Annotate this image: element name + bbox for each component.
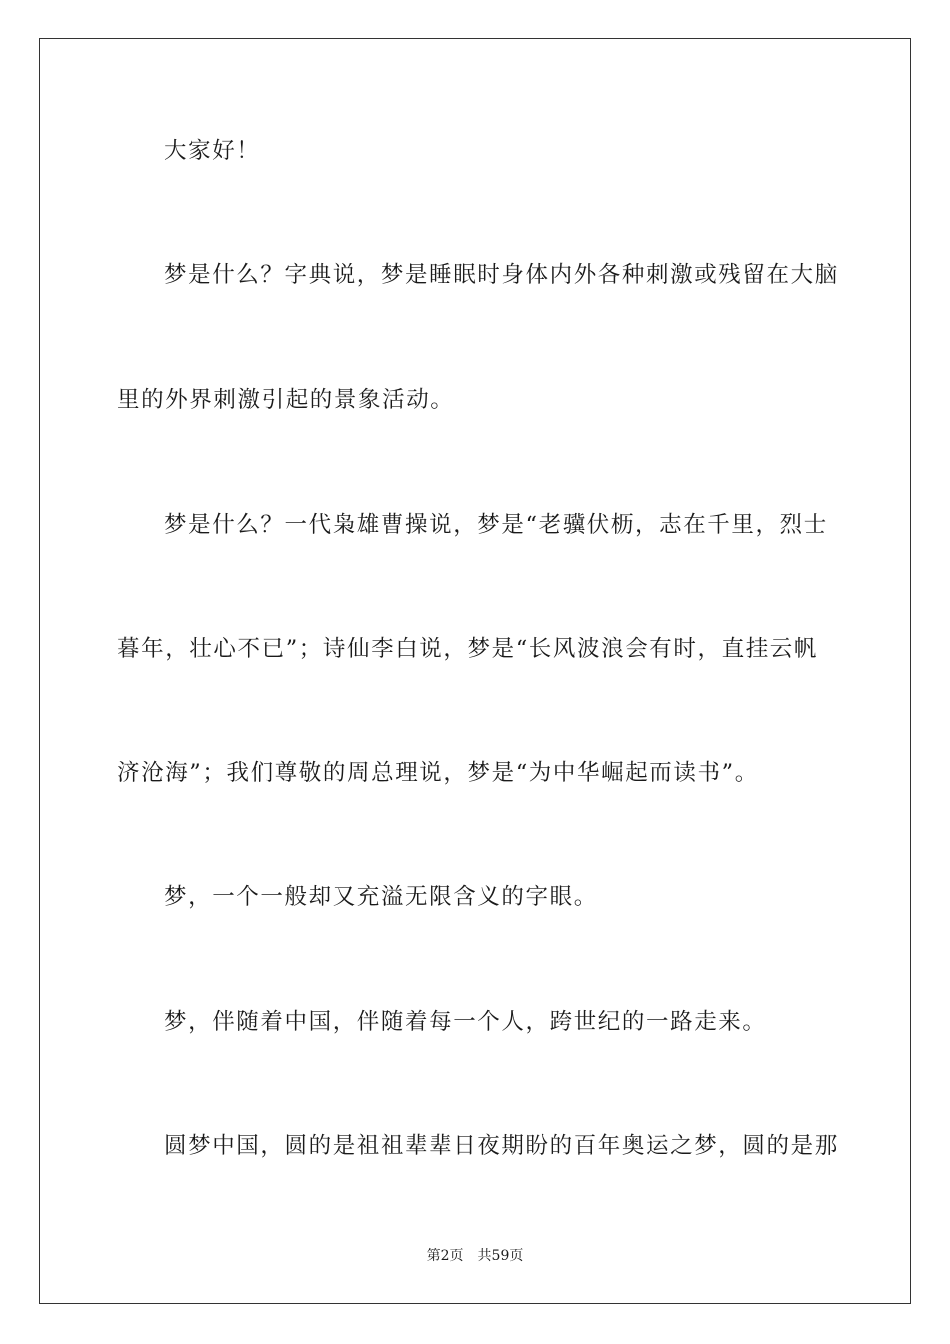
paragraph-line: 里的外界刺激引起的景象活动。	[117, 387, 455, 413]
paragraph-line: 济沧海”；我们尊敬的周总理说，梦是“为中华崛起而读书”。	[117, 760, 759, 786]
paragraph-line: 梦是什么？一代枭雄曹操说，梦是“老骥伏枥，志在千里，烈士	[164, 512, 828, 538]
paragraph-line: 梦，一个一般却又充溢无限含义的字眼。	[164, 884, 598, 910]
paragraph-line: 圆梦中国，圆的是祖祖辈辈日夜期盼的百年奥运之梦，圆的是那	[164, 1133, 839, 1159]
page-total: 共59页	[477, 1248, 524, 1264]
paragraph-line: 梦是什么？字典说，梦是睡眠时身体内外各种刺激或残留在大脑	[164, 262, 839, 288]
page-footer	[0, 1247, 950, 1265]
paragraph-line: 梦，伴随着中国，伴随着每一个人，跨世纪的一路走来。	[164, 1009, 767, 1035]
paragraph-line: 大家好！	[164, 138, 261, 164]
page-number: 第2页	[426, 1248, 464, 1264]
page-border	[39, 38, 911, 1304]
paragraph-line: 暮年，壮心不已”；诗仙李白说，梦是“长风波浪会有时，直挂云帆	[117, 636, 819, 662]
